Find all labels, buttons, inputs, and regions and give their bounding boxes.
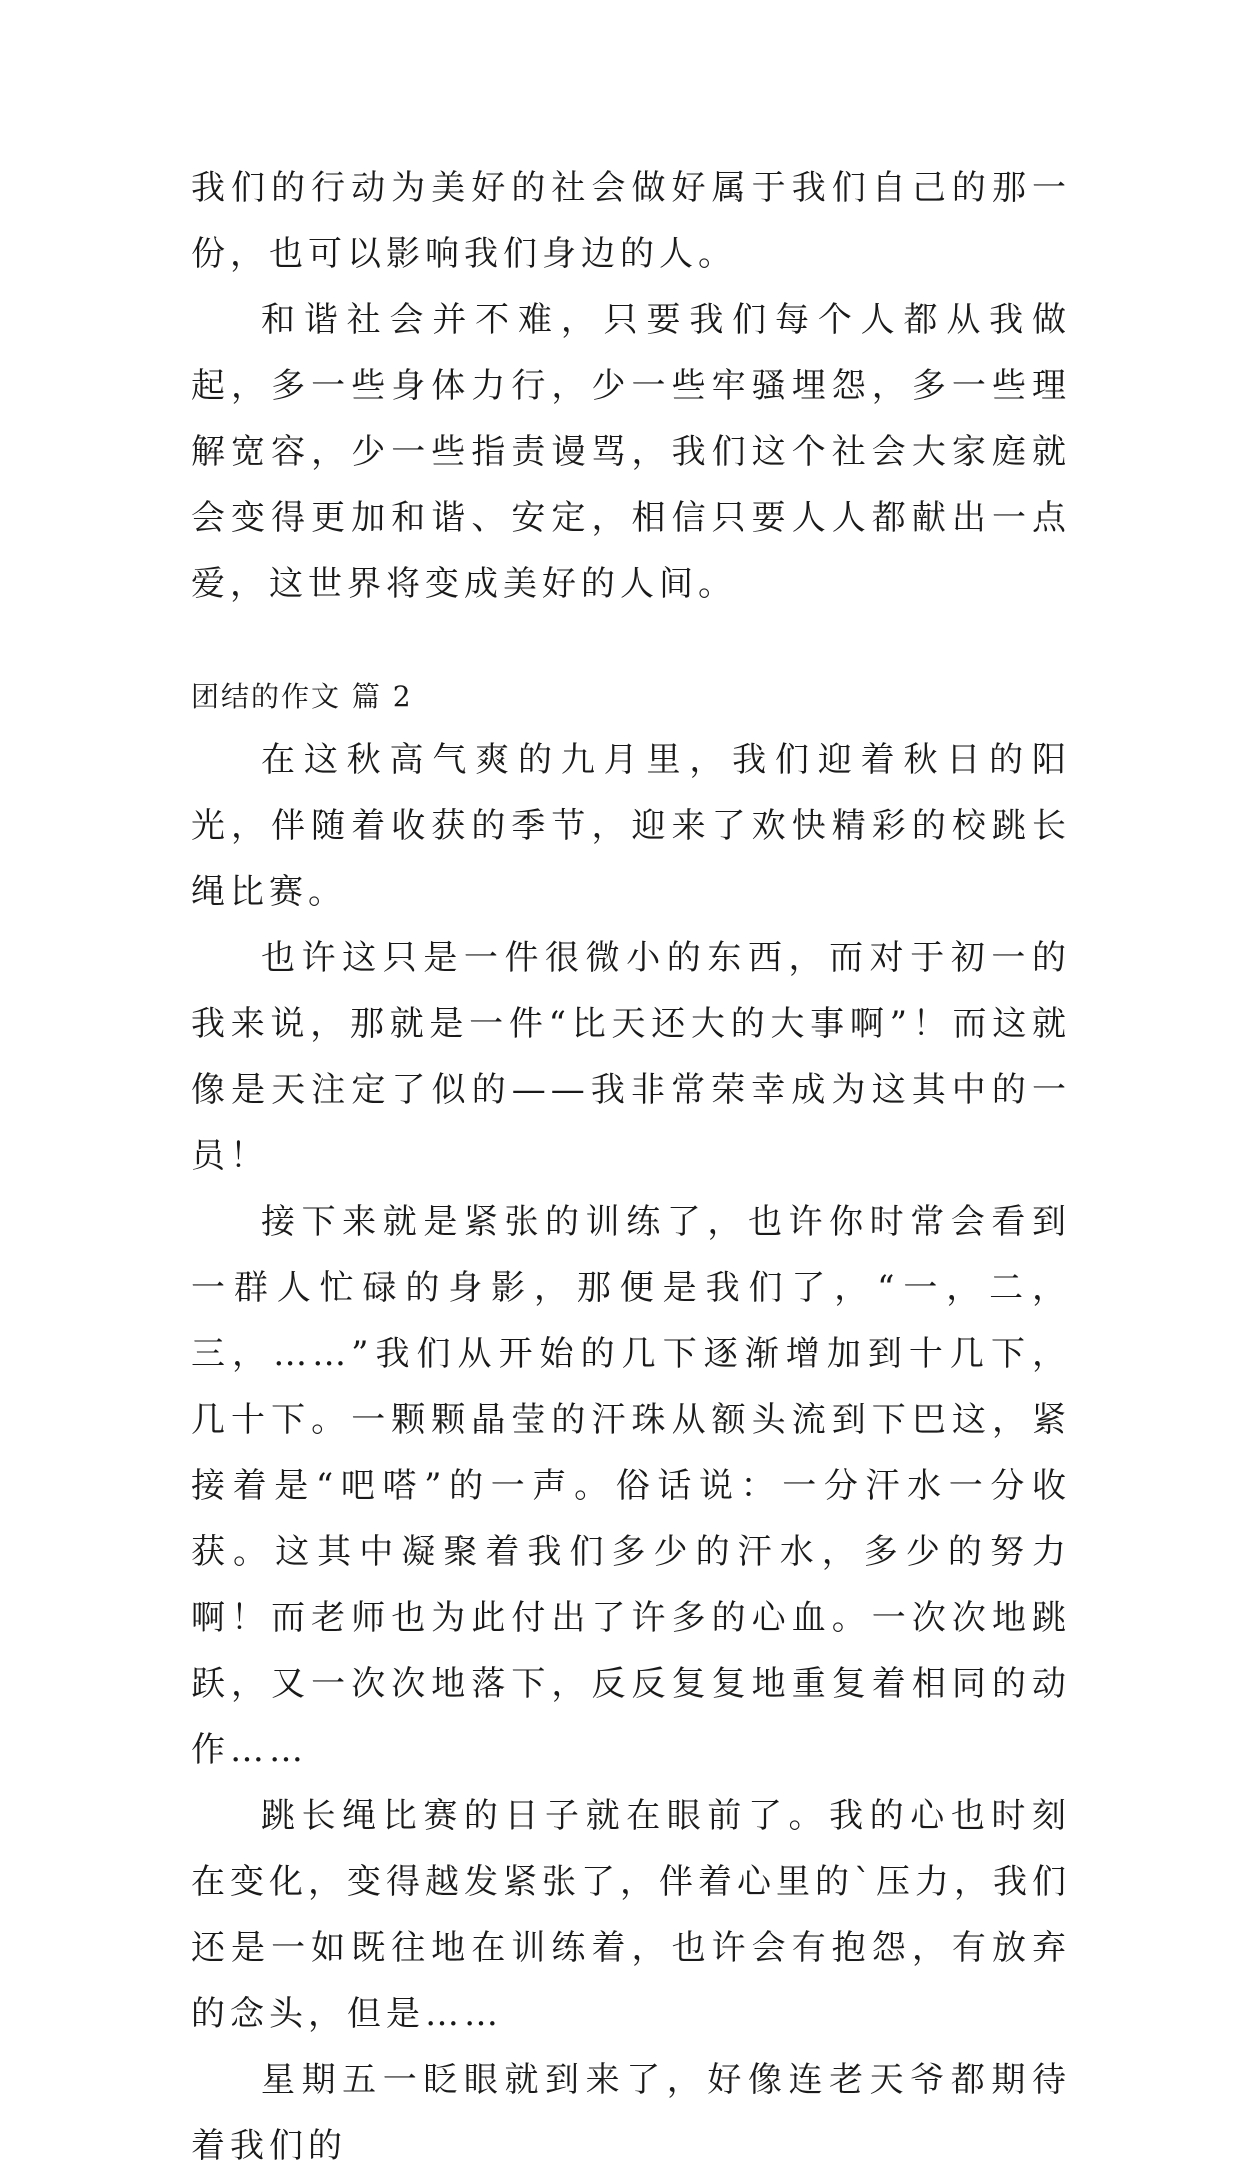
paragraph: 在这秋高气爽的九月里，我们迎着秋日的阳光，伴随着收获的季节，迎来了欢快精彩的校跳长绳比赛。	[191, 740, 1071, 912]
paragraph: 跳长绳比赛的日子就在眼前了。我的心也时刻在变化，变得越发紧张了，伴着心里的`压力，我们还是一如既往地在训练着，也许会有抱怨，有放弃的念头，但是……	[191, 1796, 1071, 2034]
section-heading: 团结的作文 篇 2	[191, 680, 413, 713]
document-page	[191, 155, 1071, 2179]
paragraph: 和谐社会并不难，只要我们每个人都从我做起，多一些身体力行，少一些牢骚埋怨，多一些理解宽容，少一些指责谩骂，我们这个社会大家庭就会变得更加和谐、安定，相信只要人人都献出一点爱，这世界将变成美好的人间。	[191, 300, 1071, 604]
paragraph: 我们的行动为美好的社会做好属于我们自己的那一份，也可以影响我们身边的人。	[191, 168, 1071, 274]
section-spacer	[191, 617, 1071, 677]
paragraph: 也许这只是一件很微小的东西，而对于初一的我来说，那就是一件“比天还大的大事啊”！而这就像是天注定了似的——我非常荣幸成为这其中的一员！	[191, 938, 1071, 1176]
paragraph: 接下来就是紧张的训练了，也许你时常会看到一群人忙碌的身影，那便是我们了，“一，二，三，……”我们从开始的几下逐渐增加到十几下，几十下。一颗颗晶莹的汗珠从额头流到下巴这，紧接着是“吧嗒”的一声。俗话说：一分汗水一分收获。这其中凝聚着我们多少的汗水，多少的努力啊！而老师也为此付出了许多的心血。一次次地跳跃，又一次次地落下，反反复复地重复着相同的动作……	[191, 1202, 1071, 1770]
paragraph: 星期五一眨眼就到来了，好像连老天爷都期待着我们的	[191, 2060, 1071, 2166]
